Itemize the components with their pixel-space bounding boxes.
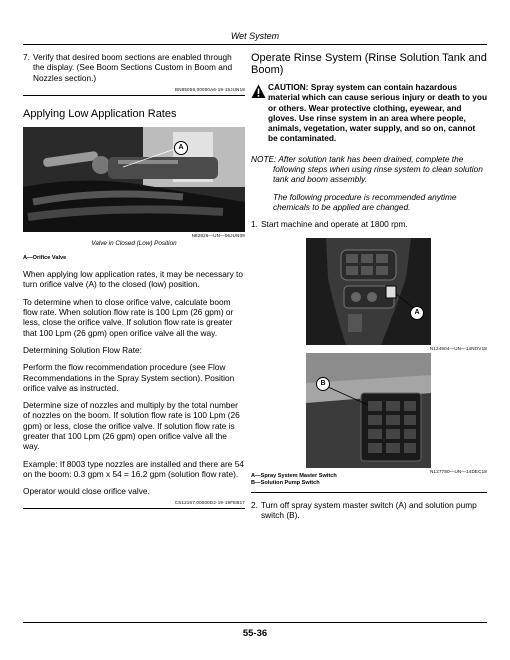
- joystick-photo: [306, 238, 431, 345]
- section-heading: Applying Low Application Rates: [23, 107, 177, 120]
- orifice-valve-photo: [23, 127, 245, 232]
- step-2: [251, 500, 487, 521]
- legend-row: [251, 468, 487, 490]
- switch-panel-photo: [306, 353, 431, 468]
- caution-text: CAUTION: Spray system can contain hazardous material which can cause serious injury or death to you or others. Wear protective clothing, eyewear, and gloves. Use rinse system in an area where people, animals, vegetation, water supply, and so on, cannot be contaminated.: [268, 82, 488, 144]
- switch-panel-illustration: [306, 353, 431, 468]
- step-number: 2.: [251, 499, 258, 510]
- joystick-illustration: [306, 238, 431, 345]
- right-column: [251, 52, 487, 520]
- step-number: 1.: [251, 219, 258, 230]
- step-text: Verify that desired boom sections are enabled through the display. (See Boom Sections Custom in Boom and Nozzles section.): [33, 52, 233, 83]
- paragraph: Example: If 8003 type nozzles are installed and there are 54 on the boom: 0.3 gpm x 54 = 16.2 gpm (solution flow rate).: [23, 458, 244, 479]
- callout-b: B: [316, 377, 330, 391]
- legend-pump-switch: B—Solution Pump Switch: [251, 479, 320, 486]
- photo-reference-code: N124904—UN—14NOV18: [429, 345, 487, 351]
- paragraph: Perform the flow recommendation procedure (see Flow Recommendations in the Spray System section). Position orifice valve as instructed.: [23, 362, 235, 393]
- reference-code: CS12157,00000D2-19-19FEB17: [174, 499, 245, 505]
- legend-orifice-valve: A—Orifice Valve: [23, 255, 67, 262]
- step-7: [23, 52, 245, 83]
- photo-caption: Valve in Closed (Low) Position: [91, 239, 177, 247]
- note-continued: The following procedure is recommended anytime chemicals to be applied are changed.: [273, 191, 457, 212]
- left-column: [23, 52, 245, 509]
- step-1: [251, 219, 487, 229]
- photo-reference-code: N82826—UN—06JUN09: [191, 232, 245, 238]
- footer-rule: [23, 622, 487, 623]
- header-rule: [23, 44, 487, 45]
- orifice-valve-illustration: [23, 127, 245, 232]
- note: NOTE: After solution tank has been drained, complete the following steps when using rinse system to clean solution tank and boom assembly.: [251, 153, 483, 185]
- page-header-section: Wet System: [230, 31, 280, 41]
- legend-rule: [251, 492, 487, 493]
- paragraph: Determining Solution Flow Rate:: [23, 344, 142, 355]
- step-text: Turn off spray system master switch (A) and solution pump switch (B).: [261, 499, 477, 520]
- caution-block: [251, 82, 487, 144]
- callout-a: A: [174, 141, 188, 155]
- reference-code: BN85058,00000A6-19-15JUN18: [175, 86, 245, 92]
- paragraph: To determine when to close orifice valve, calculate boom flow rate. When solution flow rate is 100 Lpm (26 gpm) or less, close the orifice valve. If solution flow rate is greater that 100 Lpm (26 gpm) open orifice valve all the way.: [23, 296, 234, 338]
- warning-triangle-icon: [251, 84, 266, 99]
- page-number: 55-36: [242, 628, 268, 639]
- paragraph: Determine size of nozzles and multiply by the total number of nozzles on the boom. If solution flow rate is 100 Lpm (26 gpm) or less, close the orifice valve. If solution flow rate is greater that 100 Lpm (26 gpm) open orifice valve all the way.: [23, 400, 240, 452]
- paragraph: When applying low application rates, it may be necessary to turn orifice valve (A) to the closed (low) position.: [23, 269, 243, 290]
- photo-reference-code: N127780—UN—14DEC18: [430, 468, 487, 474]
- step-text: Start machine and operate at 1800 rpm.: [261, 219, 408, 230]
- step-number: 7.: [23, 52, 30, 62]
- callout-a: A: [410, 306, 424, 320]
- section-heading: Operate Rinse System (Rinse Solution Tank and Boom): [251, 52, 487, 76]
- legend-master-switch: A—Spray System Master Switch: [251, 472, 337, 479]
- section-rule: [23, 95, 245, 96]
- paragraph: Operator would close orifice valve.: [23, 486, 150, 497]
- section-rule: [23, 508, 245, 509]
